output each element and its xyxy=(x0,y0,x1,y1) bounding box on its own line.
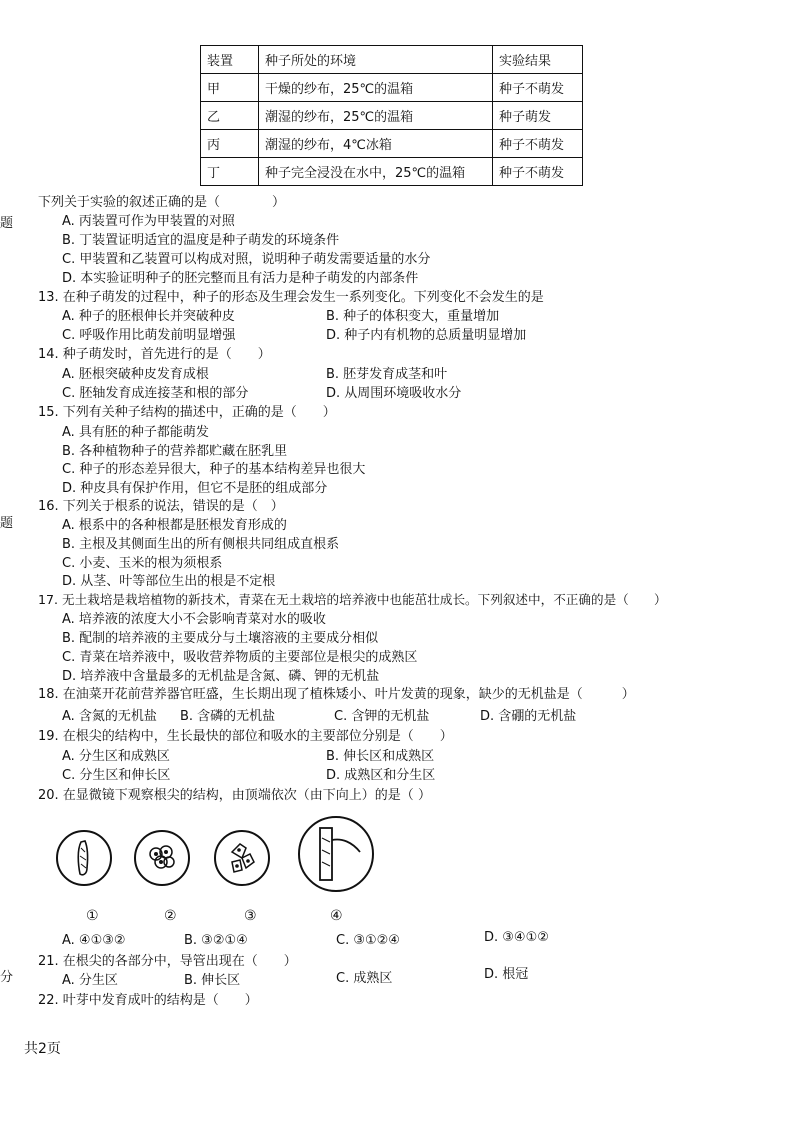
question-14-option-d: D. 从周围环境吸收水分 xyxy=(326,386,462,401)
question-12-option-b: B. 丁装置证明适宜的温度是种子萌发的环境条件 xyxy=(62,233,340,248)
table-row xyxy=(201,102,583,130)
question-14-option-a: A. 胚根突破种皮发育成根 xyxy=(62,367,209,382)
question-13-stem: 13. 在种子萌发的过程中，种子的形态及生理会发生一系列变化。下列变化不会发生的是 xyxy=(38,290,544,305)
question-19-stem: 19. 在根尖的结构中，生长最快的部位和吸水的主要部位分别是（ ） xyxy=(38,729,453,744)
root-tip-diagram-3 xyxy=(214,830,270,886)
table-cell: 甲 xyxy=(201,74,259,102)
question-19-option-c: C. 分生区和伸长区 xyxy=(62,768,171,783)
table-cell: 潮湿的纱布，25℃的温箱 xyxy=(259,102,493,130)
question-16-stem: 16. 下列关于根系的说法，错误的是（ ） xyxy=(38,499,284,514)
question-18-option-c: C. 含钾的无机盐 xyxy=(334,709,430,724)
table-cell: 潮湿的纱布，4℃冰箱 xyxy=(259,130,493,158)
question-12-option-d: D. 本实验证明种子的胚完整而且有活力是种子萌发的内部条件 xyxy=(62,271,419,286)
question-20-option-c: C. ③①②④ xyxy=(336,933,400,948)
question-17-stem: 17. 无土栽培是栽培植物的新技术，青菜在无土栽培的培养液中也能茁壮成长。下列叙述中，不正确的是（ ） xyxy=(38,592,667,607)
question-20-option-d: D. ③④①② xyxy=(484,930,549,945)
question-21-option-c: C. 成熟区 xyxy=(336,971,393,986)
question-15-option-a: A. 具有胚的种子都能萌发 xyxy=(62,425,209,440)
question-17-option-b: B. 配制的培养液的主要成分与土壤溶液的主要成分相似 xyxy=(62,631,379,646)
question-12-option-c: C. 甲装置和乙装置可以构成对照，说明种子萌发需要适量的水分 xyxy=(62,252,431,267)
question-20-option-a: A. ④①③② xyxy=(62,933,126,948)
table-header: 实验结果 xyxy=(493,46,583,74)
table-header: 种子所处的环境 xyxy=(259,46,493,74)
question-18-stem: 18. 在油菜开花前营养器官旺盛，生长期出现了植株矮小、叶片发黄的现象，缺少的无机盐是（ ） xyxy=(38,687,635,702)
question-21-option-a: A. 分生区 xyxy=(62,973,118,988)
question-16-option-b: B. 主根及其侧面生出的所有侧根共同组成直根系 xyxy=(62,537,340,552)
question-13-option-a: A. 种子的胚根伸长并突破种皮 xyxy=(62,309,235,324)
question-15-option-b: B. 各种植物种子的营养都贮藏在胚乳里 xyxy=(62,444,288,459)
question-20-stem: 20. 在显微镜下观察根尖的结构，由顶端依次（由下向上）的是（ ） xyxy=(38,788,431,803)
question-21-stem: 21. 在根尖的各部分中，导管出现在（ ） xyxy=(38,954,297,969)
experiment-table xyxy=(200,45,583,186)
table-row xyxy=(201,130,583,158)
table-cell: 种子不萌发 xyxy=(493,74,583,102)
diagram-label-1: ① xyxy=(86,908,99,924)
question-18-option-a: A. 含氮的无机盐 xyxy=(62,709,157,724)
table-cell: 乙 xyxy=(201,102,259,130)
question-16-option-d: D. 从茎、叶等部位生出的根是不定根 xyxy=(62,574,276,589)
margin-mark: 题 xyxy=(0,516,14,531)
question-13-option-d: D. 种子内有机物的总质量明显增加 xyxy=(326,328,527,343)
question-12-stem: 下列关于实验的叙述正确的是（ ） xyxy=(38,195,286,210)
table-cell: 丙 xyxy=(201,130,259,158)
question-18-option-d: D. 含硼的无机盐 xyxy=(480,709,577,724)
question-15-option-d: D. 种皮具有保护作用，但它不是胚的组成部分 xyxy=(62,481,328,496)
table-cell: 种子不萌发 xyxy=(493,130,583,158)
diagram-label-3: ③ xyxy=(244,908,257,924)
question-16-option-a: A. 根系中的各种根都是胚根发育形成的 xyxy=(62,518,287,533)
question-12-option-a: A. 丙装置可作为甲装置的对照 xyxy=(62,214,235,229)
table-row xyxy=(201,158,583,186)
question-22-stem: 22. 叶芽中发育成叶的结构是（ ） xyxy=(38,993,258,1008)
question-15-option-c: C. 种子的形态差异很大，种子的基本结构差异也很大 xyxy=(62,462,366,477)
question-19-option-d: D. 成熟区和分生区 xyxy=(326,768,436,783)
question-21-option-b: B. 伸长区 xyxy=(184,973,241,988)
root-tip-diagram-1 xyxy=(56,830,112,886)
question-14-stem: 14. 种子萌发时，首先进行的是（ ） xyxy=(38,347,271,362)
root-tip-diagram-2 xyxy=(134,830,190,886)
table-cell: 种子完全浸没在水中，25℃的温箱 xyxy=(259,158,493,186)
table-cell: 干燥的纱布，25℃的温箱 xyxy=(259,74,493,102)
margin-mark: 题 xyxy=(0,216,14,231)
question-21-option-d: D. 根冠 xyxy=(484,967,529,982)
table-cell: 丁 xyxy=(201,158,259,186)
question-19-option-a: A. 分生区和成熟区 xyxy=(62,749,170,764)
question-13-option-c: C. 呼吸作用比萌发前明显增强 xyxy=(62,328,236,343)
question-20-option-b: B. ③②①④ xyxy=(184,933,248,948)
table-row xyxy=(201,74,583,102)
question-14-option-b: B. 胚芽发育成茎和叶 xyxy=(326,367,448,382)
root-tip-diagram-4 xyxy=(298,816,374,892)
question-19-option-b: B. 伸长区和成熟区 xyxy=(326,749,435,764)
page-footer: 共2页 xyxy=(24,1041,61,1057)
diagram-label-2: ② xyxy=(164,908,177,924)
diagram-label-4: ④ xyxy=(330,908,343,924)
question-14-option-c: C. 胚轴发育成连接茎和根的部分 xyxy=(62,386,249,401)
question-17-option-c: C. 青菜在培养液中，吸收营养物质的主要部位是根尖的成熟区 xyxy=(62,650,418,665)
question-17-option-d: D. 培养液中含量最多的无机盐是含氮、磷、钾的无机盐 xyxy=(62,669,380,684)
table-cell: 种子不萌发 xyxy=(493,158,583,186)
table-header-row xyxy=(201,46,583,74)
table-header: 装置 xyxy=(201,46,259,74)
question-13-option-b: B. 种子的体积变大，重量增加 xyxy=(326,309,500,324)
question-17-option-a: A. 培养液的浓度大小不会影响青菜对水的吸收 xyxy=(62,612,326,627)
margin-mark: 分 xyxy=(0,970,14,985)
table-cell: 种子萌发 xyxy=(493,102,583,130)
question-18-option-b: B. 含磷的无机盐 xyxy=(180,709,276,724)
question-16-option-c: C. 小麦、玉米的根为须根系 xyxy=(62,556,223,571)
question-15-stem: 15. 下列有关种子结构的描述中，正确的是（ ） xyxy=(38,405,336,420)
